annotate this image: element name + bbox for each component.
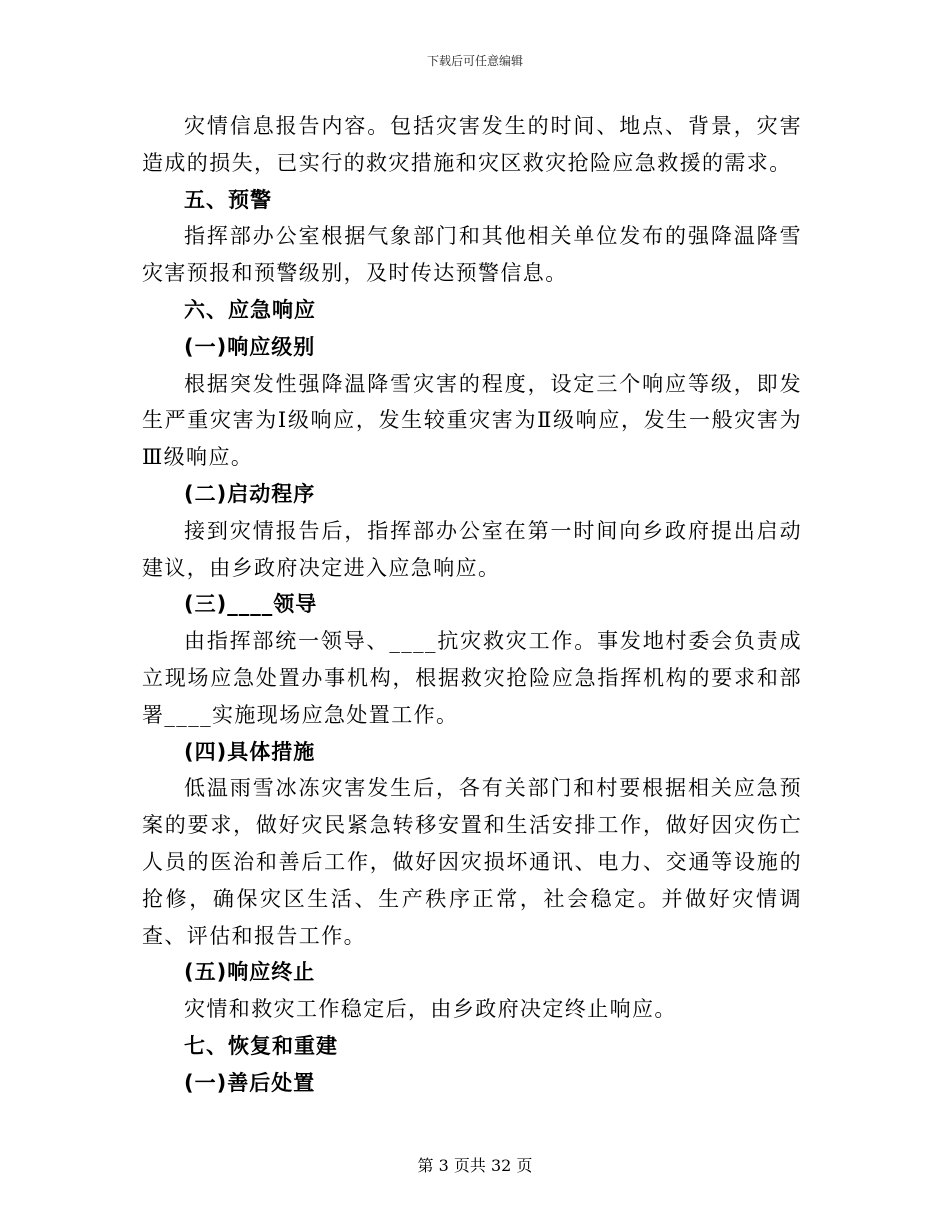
subsection-heading: (一)善后处置 [184,1070,316,1095]
paragraph: 低温雨雪冰冻灾害发生后，各有关部门和村要根据相关应急预案的要求，做好灾民紧急转移安置和生活安排工作，做好因灾伤亡人员的医治和善后工作，做好因灾损坏通讯、电力、交通等设施的抢修，确保灾区生活、生产秩序正常，社会稳定。并做好灾情调查、评估和报告工作。 [142,776,802,948]
document-body [142,108,802,1102]
subsection-heading: (五)响应终止 [184,960,316,985]
section-heading: 六、应急响应 [184,297,316,322]
page-header: 下载后可任意编辑 [426,54,523,68]
page-footer: 第 3 页共 32 页 [417,1156,533,1175]
section-heading: 五、预警 [184,187,272,212]
subsection-heading: (三)____领导 [184,592,318,617]
section-heading: 七、恢复和重建 [184,1033,338,1058]
paragraph: 灾情信息报告内容。包括灾害发生的时间、地点、背景，灾害造成的损失，已实行的救灾措施和灾区救灾抢险应急救援的需求。 [142,114,802,175]
paragraph: 由指挥部统一领导、____抗灾救灾工作。事发地村委会负责成立现场应急处置办事机构，根据救灾抢险应急指挥机构的要求和部署____实施现场应急处置工作。 [142,629,802,727]
subsection-heading: (二)启动程序 [184,481,316,506]
paragraph: 指挥部办公室根据气象部门和其他相关单位发布的强降温降雪灾害预报和预警级别，及时传达预警信息。 [142,224,802,286]
paragraph: 接到灾情报告后，指挥部办公室在第一时间向乡政府提出启动建议，由乡政府决定进入应急响应。 [142,518,802,580]
paragraph: 灾情和救灾工作稳定后，由乡政府决定终止响应。 [184,997,677,1022]
paragraph: 根据突发性强降温降雪灾害的程度，设定三个响应等级，即发生严重灾害为Ⅰ级响应，发生较重灾害为Ⅱ级响应，发生一般灾害为Ⅲ级响应。 [142,371,802,470]
subsection-heading: (四)具体措施 [184,739,316,764]
subsection-heading: (一)响应级别 [184,334,316,359]
